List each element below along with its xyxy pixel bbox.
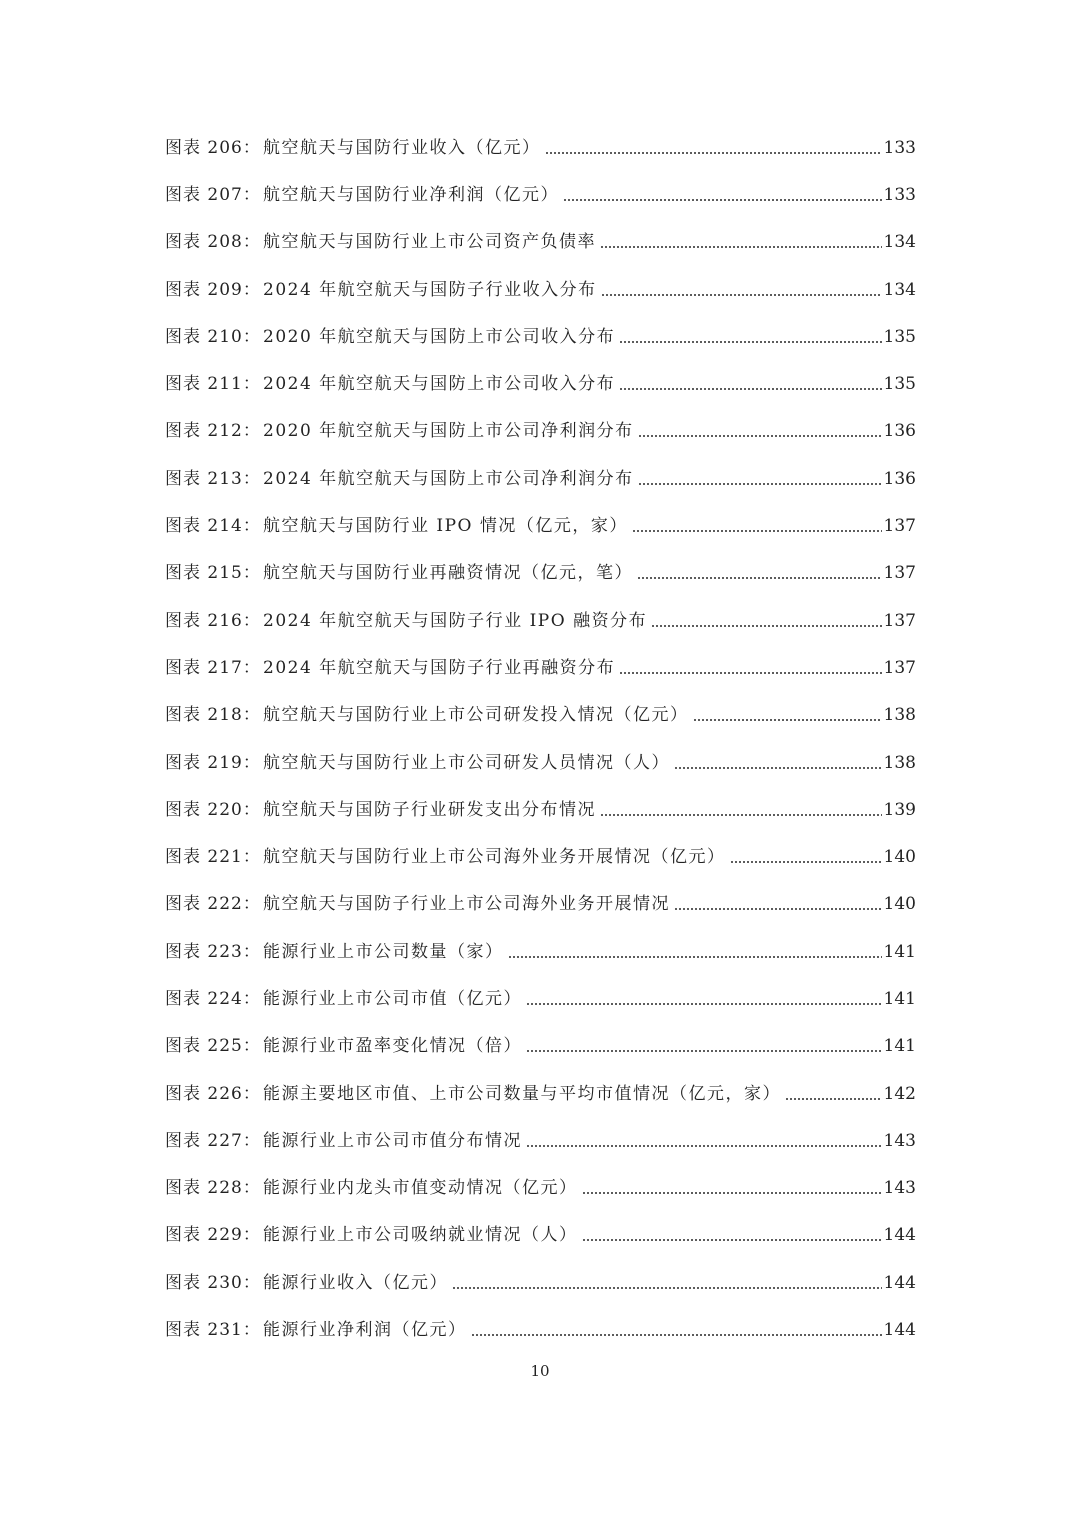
toc-entry-label: 图表 215：: [165, 563, 261, 584]
toc-entry-title: 2024 年航空航天与国防子行业收入分布: [263, 279, 597, 300]
toc-entry-page: 133: [883, 184, 916, 205]
toc-entry-title: 2024 年航空航天与国防子行业再融资分布: [263, 657, 616, 678]
toc-entry-label: 图表 209：: [165, 279, 261, 300]
toc-entry-page: 139: [883, 799, 916, 820]
toc-entry-label: 图表 212：: [165, 421, 261, 442]
toc-entry-page: 134: [883, 279, 916, 300]
toc-entry[interactable]: [165, 550, 916, 597]
toc-entry-label: 图表 213：: [165, 468, 261, 489]
toc-entry-label: 图表 231：: [165, 1320, 261, 1341]
toc-entry[interactable]: [165, 881, 916, 928]
toc-entry[interactable]: [165, 1165, 916, 1212]
toc-entry[interactable]: [165, 786, 916, 833]
dot-leader: [638, 469, 882, 489]
dot-leader: [619, 327, 881, 347]
toc-entry-title: 能源行业市盈率变化情况（倍）: [263, 1036, 522, 1057]
dot-leader: [619, 658, 881, 678]
dot-leader: [545, 138, 882, 158]
toc-entry-label: 图表 214：: [165, 516, 261, 537]
toc-entry-page: 143: [883, 1130, 916, 1151]
dot-leader: [452, 1273, 882, 1293]
toc-entry-title: 航空航天与国防行业收入（亿元）: [263, 137, 541, 158]
dot-leader: [785, 1084, 882, 1104]
toc-entry[interactable]: [165, 1212, 916, 1259]
toc-entry-title: 能源主要地区市值、上市公司数量与平均市值情况（亿元，家）: [263, 1083, 781, 1104]
toc-entry-page: 137: [883, 516, 916, 537]
toc-entry-title: 航空航天与国防行业上市公司海外业务开展情况（亿元）: [263, 847, 726, 868]
dot-leader: [619, 374, 881, 394]
toc-entry-title: 能源行业收入（亿元）: [263, 1272, 448, 1293]
toc-entry[interactable]: [165, 313, 916, 360]
toc-entry-label: 图表 216：: [165, 610, 261, 631]
dot-leader: [674, 894, 882, 914]
toc-entry-page: 136: [883, 468, 916, 489]
toc-entry-title: 能源行业上市公司吸纳就业情况（人）: [263, 1225, 578, 1246]
toc-entry-page: 144: [883, 1225, 916, 1246]
toc-entry[interactable]: [165, 692, 916, 739]
toc-entry-page: 141: [883, 1036, 916, 1057]
toc-entry-title: 航空航天与国防子行业研发支出分布情况: [263, 799, 596, 820]
dot-leader: [582, 1178, 882, 1198]
toc-entry[interactable]: [165, 1023, 916, 1070]
toc-entry-page: 141: [883, 941, 916, 962]
toc-entry-label: 图表 218：: [165, 705, 261, 726]
dot-leader: [651, 611, 881, 631]
toc-entry-title: 2024 年航空航天与国防子行业 IPO 融资分布: [263, 610, 648, 631]
toc-entry-title: 2024 年航空航天与国防上市公司净利润分布: [263, 468, 634, 489]
page-number: 10: [530, 1362, 550, 1380]
toc-entry-label: 图表 208：: [165, 232, 261, 253]
toc-entry-page: 133: [883, 137, 916, 158]
toc-entry-page: 135: [883, 374, 916, 395]
toc-entry-title: 能源行业上市公司数量（家）: [263, 941, 504, 962]
toc-entry[interactable]: [165, 739, 916, 786]
toc-entry-page: 140: [883, 894, 916, 915]
dot-leader: [508, 942, 882, 962]
toc-entry-label: 图表 226：: [165, 1083, 261, 1104]
toc-entry-page: 143: [883, 1178, 916, 1199]
dot-leader: [693, 705, 882, 725]
toc-entry-title: 能源行业上市公司市值分布情况: [263, 1130, 522, 1151]
toc-entry[interactable]: [165, 455, 916, 502]
toc-entry-page: 136: [883, 421, 916, 442]
dot-leader: [526, 1131, 882, 1151]
toc-entry-page: 142: [883, 1083, 916, 1104]
dot-leader: [526, 989, 882, 1009]
toc-entry-label: 图表 224：: [165, 988, 261, 1009]
dot-leader: [471, 1320, 882, 1340]
dot-leader: [526, 1036, 882, 1056]
toc-entry-title: 2024 年航空航天与国防上市公司收入分布: [263, 374, 616, 395]
toc-entry-title: 2020 年航空航天与国防上市公司净利润分布: [263, 421, 634, 442]
toc-entry-title: 能源行业内龙头市值变动情况（亿元）: [263, 1178, 578, 1199]
toc-entry[interactable]: [165, 171, 916, 218]
toc-entry-page: 137: [883, 610, 916, 631]
toc-entry-page: 144: [883, 1320, 916, 1341]
toc-entry[interactable]: [165, 1070, 916, 1117]
toc-entry-label: 图表 210：: [165, 326, 261, 347]
toc-entry-label: 图表 230：: [165, 1272, 261, 1293]
toc-entry-label: 图表 211：: [165, 374, 261, 395]
dot-leader: [730, 847, 882, 867]
toc-entry-page: 137: [883, 563, 916, 584]
toc-entry-page: 144: [883, 1272, 916, 1293]
dot-leader: [637, 563, 882, 583]
toc-entry[interactable]: [165, 1117, 916, 1164]
toc-entry[interactable]: [165, 1306, 916, 1353]
toc-entry-title: 能源行业净利润（亿元）: [263, 1320, 467, 1341]
toc-entry-page: 135: [883, 326, 916, 347]
toc-entry-label: 图表 225：: [165, 1036, 261, 1057]
dot-leader: [582, 1225, 882, 1245]
toc-entry-page: 137: [883, 657, 916, 678]
toc-entry-title: 航空航天与国防行业上市公司资产负债率: [263, 232, 596, 253]
toc-entry-label: 图表 206：: [165, 137, 261, 158]
toc-entry-label: 图表 229：: [165, 1225, 261, 1246]
toc-entry[interactable]: [165, 502, 916, 549]
toc-entry[interactable]: [165, 928, 916, 975]
dot-leader: [600, 800, 882, 820]
toc-entry[interactable]: [165, 408, 916, 455]
toc-entry-label: 图表 223：: [165, 941, 261, 962]
dot-leader: [632, 516, 882, 536]
toc-entry-title: 航空航天与国防行业 IPO 情况（亿元，家）: [263, 516, 628, 537]
toc-entry-title: 航空航天与国防行业净利润（亿元）: [263, 184, 559, 205]
toc-entry-label: 图表 219：: [165, 752, 261, 773]
table-of-figures: [165, 124, 916, 1354]
toc-entry[interactable]: [165, 360, 916, 407]
toc-entry-label: 图表 217：: [165, 657, 261, 678]
toc-entry-title: 航空航天与国防行业上市公司研发人员情况（人）: [263, 752, 670, 773]
dot-leader: [563, 185, 882, 205]
toc-entry-label: 图表 221：: [165, 847, 261, 868]
toc-entry-title: 能源行业上市公司市值（亿元）: [263, 988, 522, 1009]
toc-entry-title: 航空航天与国防行业上市公司研发投入情况（亿元）: [263, 705, 689, 726]
toc-entry-label: 图表 227：: [165, 1130, 261, 1151]
toc-entry[interactable]: [165, 833, 916, 880]
toc-entry[interactable]: [165, 644, 916, 691]
toc-entry-title: 2020 年航空航天与国防上市公司收入分布: [263, 326, 616, 347]
toc-entry-label: 图表 220：: [165, 799, 261, 820]
toc-entry-label: 图表 207：: [165, 184, 261, 205]
toc-entry[interactable]: [165, 124, 916, 171]
toc-entry-label: 图表 228：: [165, 1178, 261, 1199]
toc-entry[interactable]: [165, 597, 916, 644]
toc-entry[interactable]: [165, 219, 916, 266]
dot-leader: [601, 280, 882, 300]
toc-entry-label: 图表 222：: [165, 894, 261, 915]
toc-entry-page: 138: [883, 752, 916, 773]
toc-entry-page: 134: [883, 232, 916, 253]
toc-entry-page: 140: [883, 847, 916, 868]
toc-entry-page: 138: [883, 705, 916, 726]
toc-entry-title: 航空航天与国防子行业上市公司海外业务开展情况: [263, 894, 670, 915]
toc-entry-title: 航空航天与国防行业再融资情况（亿元，笔）: [263, 563, 633, 584]
toc-entry[interactable]: [165, 975, 916, 1022]
dot-leader: [638, 421, 882, 441]
toc-entry-page: 141: [883, 988, 916, 1009]
dot-leader: [674, 753, 882, 773]
toc-entry[interactable]: [165, 266, 916, 313]
toc-entry[interactable]: [165, 1259, 916, 1306]
dot-leader: [600, 232, 882, 252]
